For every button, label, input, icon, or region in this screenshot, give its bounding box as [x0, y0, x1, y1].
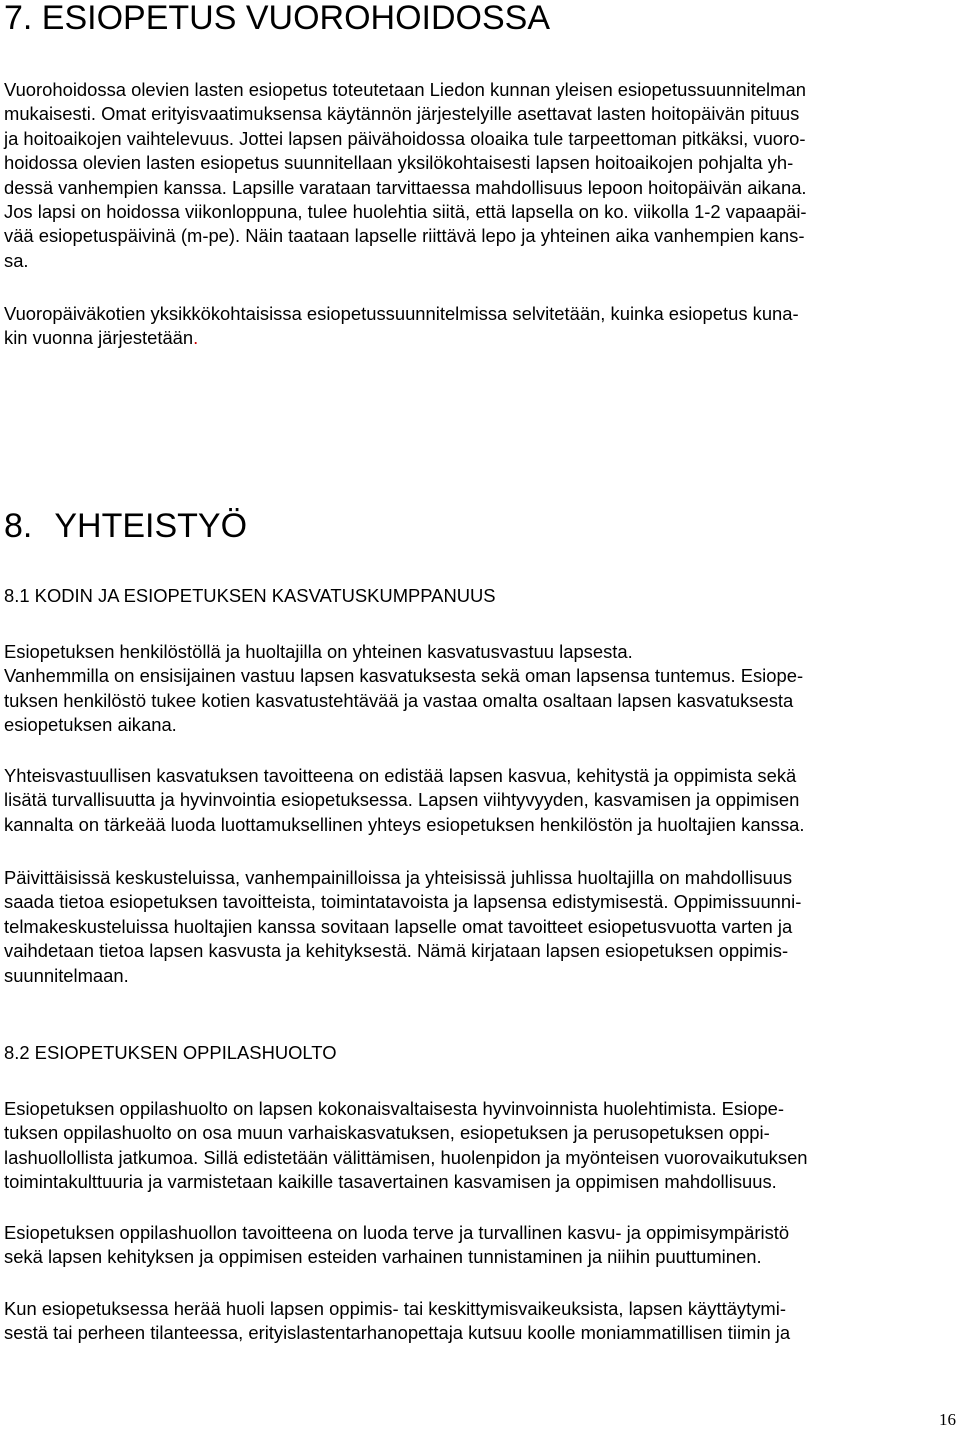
text-line: Vanhemmilla on ensisijainen vastuu lapsen kasvatuksesta sekä oman lapsensa tuntemus. Esiope- [4, 665, 804, 687]
text-line: kannalta on tärkeää luoda luottamuksellinen yhteys esiopetuksen henkilöstön ja huoltajien kanssa. [4, 813, 805, 835]
subsection-8-1-paragraph-1 [4, 640, 803, 738]
text-line: Esiopetuksen henkilöstöllä ja huoltajilla on yhteinen kasvatusvastuu lapsesta. [4, 641, 633, 662]
section-7-paragraph-1 [4, 78, 807, 273]
text-line: Vuorohoidossa olevien lasten esiopetus toteutetaan Liedon kunnan yleisen esiopetussuunnitelman [4, 79, 806, 100]
text-line: sestä tai perheen tilanteessa, erityislastentarhanopettaja kutsuu koolle moniammatillisen tiimin ja [4, 1322, 791, 1344]
text-line: toimintakulttuuria ja varmistetaan kaikille tasavertainen kasvamisen ja oppimisen mahdollisuus. [4, 1171, 777, 1193]
text-line: lashuollollista jatkumoa. Sillä edistetään välittämisen, huolenpidon ja myönteisen vuorovaikutuksen [4, 1146, 808, 1168]
subsection-8-2-paragraph-3 [4, 1297, 790, 1346]
section-7-paragraph-2 [4, 302, 799, 351]
subsection-8-2-paragraph-2 [4, 1221, 789, 1270]
text-line: Esiopetuksen oppilashuolto on lapsen kokonaisvaltaisesta hyvinvoinnista huolehtimista. Esiope- [4, 1098, 785, 1119]
text-line: lisätä turvallisuutta ja hyvinvointia esiopetuksessa. Lapsen viihtyvyyden, kasvamisen ja oppimisen [4, 789, 800, 811]
text-line: Päivittäisissä keskusteluissa, vanhempainilloissa ja yhteisissä juhlissa huoltajilla on mahdollisuus [4, 867, 793, 888]
text-span: kin vuonna järjestetään [4, 327, 194, 349]
subsection-8-1-paragraph-3 [4, 866, 801, 988]
text-line: tuksen oppilashuolto on osa muun varhaiskasvatuksen, esiopetuksen ja perusopetuksen oppi- [4, 1122, 770, 1144]
text-line: esiopetuksen aikana. [4, 714, 177, 736]
text-line: Kun esiopetuksessa herää huoli lapsen oppimis- tai keskittymisvaikeuksista, lapsen käyttäytymi- [4, 1298, 786, 1319]
section-7-heading: 7. ESIOPETUS VUOROHOIDOSSA [4, 0, 551, 37]
subsection-8-1-heading: 8.1 KODIN JA ESIOPETUKSEN KASVATUSKUMPPANUUS [4, 585, 496, 606]
text-line: vaihdetaan tietoa lapsen kasvusta ja kehityksestä. Nämä kirjataan lapsen esiopetuksen oppimis- [4, 940, 789, 962]
text-line: vää esiopetuspäivinä (m-pe). Näin taataan lapselle riittävä lepo ja yhteinen aika vanhempien kans- [4, 225, 805, 247]
text-line: Yhteisvastuullisen kasvatuksen tavoitteena on edistää lapsen kasvua, kehitystä ja oppimista sekä [4, 765, 797, 786]
text-line: ja hoitoaikojen vaihtelevuus. Jottei lapsen päivähoidossa oloaika tule tarpeettoman pitkäksi, vuoro- [4, 127, 806, 149]
section-8-heading [4, 506, 247, 546]
text-line: dessä vanhempien kanssa. Lapsille varataan tarvittaessa mahdollisuus lepoon hoitopäivän aikana. [4, 176, 807, 198]
text-line [4, 326, 799, 350]
text-line: mukaisesti. Omat erityisvaatimuksensa käytännön järjestelyille asettavat lasten hoitopäivän pituus [4, 103, 800, 125]
section-8-number: 8. [4, 507, 33, 545]
text-line: tuksen henkilöstö tukee kotien kasvatustehtävää ja vastaa omalta osaltaan lapsen kasvatuksesta [4, 689, 794, 711]
text-line: hoidossa olevien lasten esiopetus suunnitellaan yksilökohtaisesti lapsen hoitoaikojen pohjalta yh- [4, 152, 794, 174]
section-8-title: YHTEISTYÖ [54, 507, 248, 545]
red-period: . [193, 327, 199, 349]
text-line: telmakeskusteluissa huoltajien kanssa sovitaan lapselle omat tavoitteet esiopetusvuotta varten ja [4, 915, 793, 937]
text-line: suunnitelmaan. [4, 964, 129, 986]
text-line: Vuoropäiväkotien yksikkökohtaisissa esiopetussuunnitelmissa selvitetään, kuinka esiopetus kuna- [4, 303, 799, 324]
text-line: sekä lapsen kehityksen ja oppimisen esteiden varhainen tunnistaminen ja niihin puuttuminen. [4, 1246, 762, 1268]
text-line: sa. [4, 249, 29, 271]
subsection-8-1-paragraph-2 [4, 764, 805, 837]
text-line: Esiopetuksen oppilashuollon tavoitteena on luoda terve ja turvallinen kasvu- ja oppimisympäristö [4, 1222, 790, 1243]
text-line: Jos lapsi on hoidossa viikonloppuna, tulee huolehtia siitä, että lapsella on ko. viikolla 1-2 vapaapäi- [4, 200, 807, 222]
subsection-8-2-paragraph-1 [4, 1097, 808, 1195]
subsection-8-2-heading: 8.2 ESIOPETUKSEN OPPILASHUOLTO [4, 1042, 337, 1063]
text-line: saada tietoa esiopetuksen tavoitteista, toimintatavoista ja lapsensa edistymisestä. Oppimissuunni- [4, 891, 802, 913]
page-number: 16 [939, 1410, 956, 1429]
